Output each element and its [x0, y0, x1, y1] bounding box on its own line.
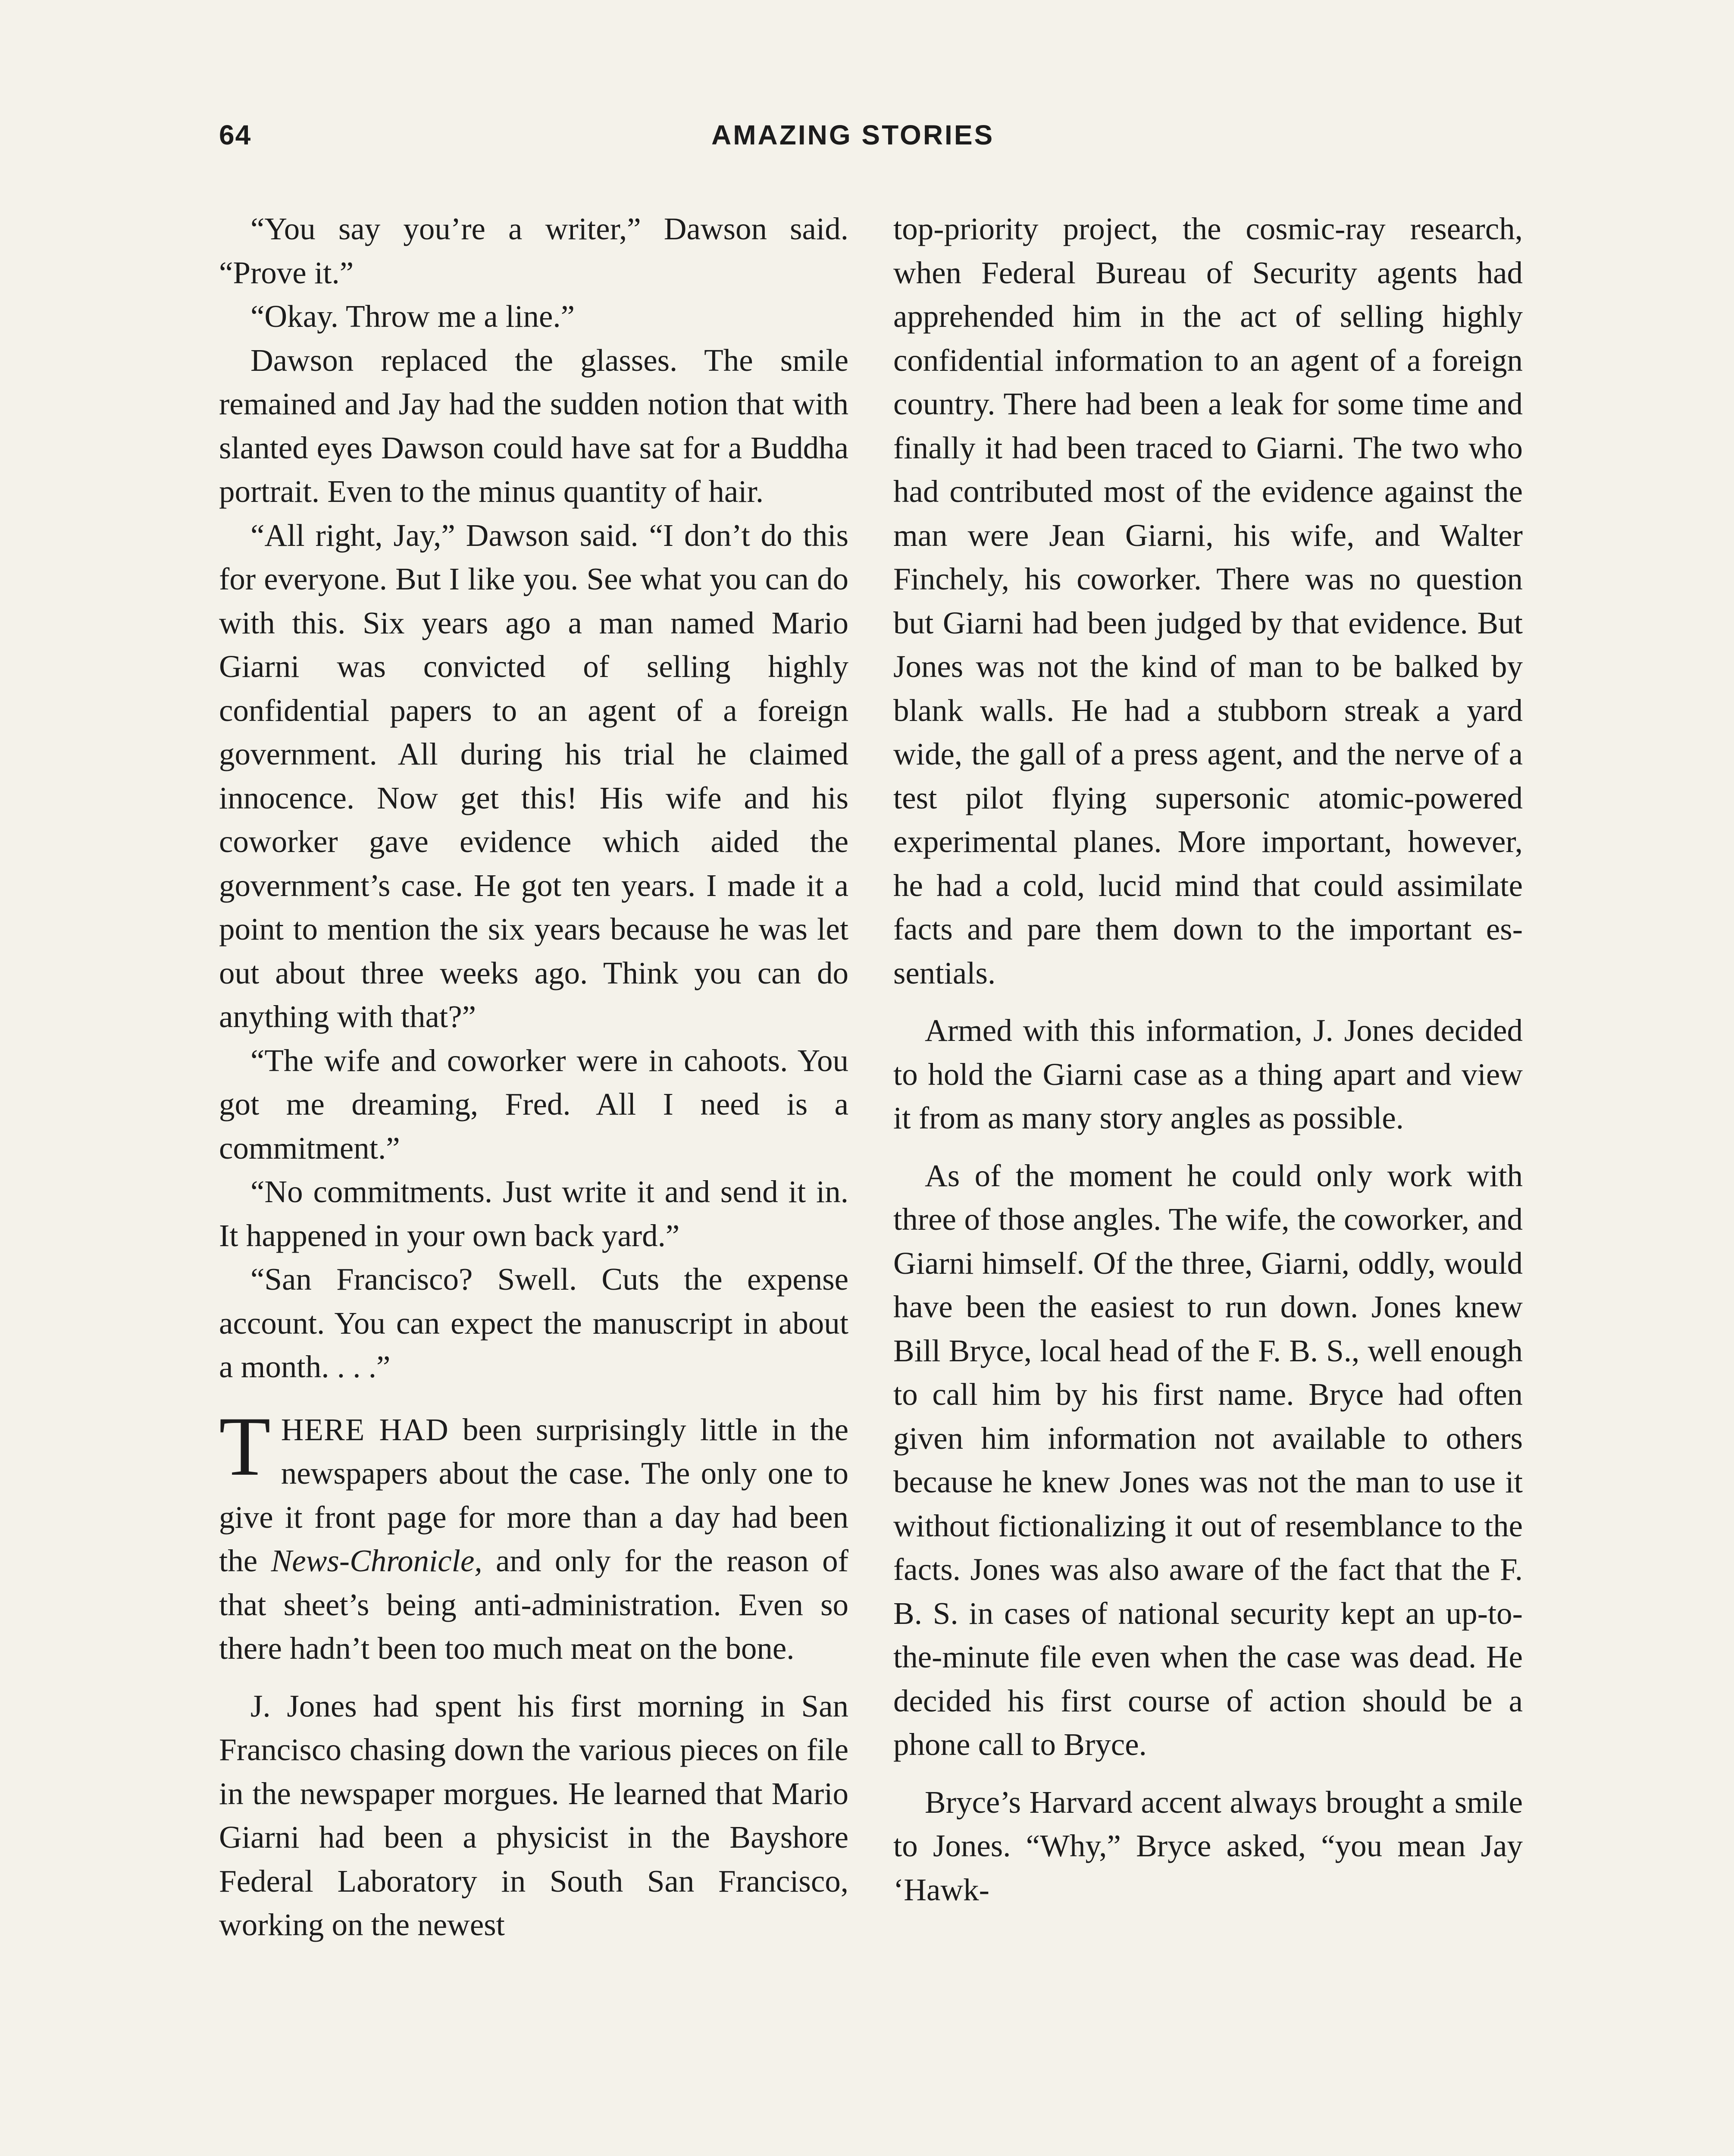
- paragraph: “No commitments. Just write it and send it in. It happened in your own back yard.”: [219, 1174, 848, 1253]
- paragraph: “All right, Jay,” Dawson said. “I don’t do this for everyone. But I like you. See what you can do with this. Six years ago a man named Mario Giarni was convicted of selling highly confidential papers to an agent of a foreign government. All during his trial he claimed innocence. Now get this! His wife and his coworker gave evidence which aided the government’s case. He got ten years. I made it a point to mention the six years because he was let out about three weeks ago. Think you can do anything with that?”: [219, 517, 848, 1034]
- left-column: [219, 207, 848, 1947]
- section-opening-paragraph: [219, 1399, 849, 1670]
- paragraph: J. Jones had spent his first morning in San Francisco chasing down the various pieces on file in the newspaper morgues. He learned that Mario Giarni had been a physicist in the Bayshore Federal Laboratory in South San Francisco, working on the newest: [219, 1688, 848, 1942]
- drop-cap: T: [219, 1399, 271, 1493]
- page-number: 64: [219, 119, 252, 150]
- paragraph: Dawson replaced the glasses. The smile remained and Jay had the sudden notion that with slanted eyes Dawson could have sat for a Buddha portrait. Even to the minus quantity of hair.: [219, 342, 848, 509]
- paragraph: Bryce’s Harvard accent always brought a smile to Jones. “Why,” Bryce asked, “you mean Jay ‘Hawk-: [893, 1784, 1523, 1907]
- section-lead-in: HERE HAD: [281, 1412, 449, 1447]
- magazine-title: AMAZING STORIES: [711, 119, 995, 150]
- section-text: been surprisingly little in the newspapers about the case. The only one to give it front page for more than a day had been the: [219, 1412, 849, 1578]
- paragraph: As of the moment he could only work with three of those angles. The wife, the coworker, and Giarni himself. Of the three, Giarni, oddly, would have been the easiest to run down. Jones knew Bill Bryce, local head of the F. B. S., well enough to call him by his first name. Bryce had often given him information not available to others because he knew Jones was not the man to use it without fictionalizing it out of resemblance to the facts. Jones was also aware of the fact that the F. B. S. in cases of national security kept an up-to-the-minute file even when the case was dead. He decided his first course of action should be a phone call to Bryce.: [893, 1158, 1523, 1762]
- section-text-continued: and only for the reason of that sheet’s being anti-administration. Even so there hadn’t been too much meat on the bone.: [219, 1543, 848, 1666]
- paragraph: “Okay. Throw me a line.”: [250, 299, 575, 334]
- right-column: [893, 207, 1523, 1912]
- paragraph: “San Francisco? Swell. Cuts the expense account. You can expect the manuscript in about a month. . . .”: [219, 1262, 848, 1384]
- paragraph: “You say you’re a writer,” Dawson said. “Prove it.”: [219, 211, 848, 290]
- newspaper-name: News-Chronicle,: [271, 1543, 482, 1578]
- paragraph-continued: top-priority project, the cosmic-ray research, when Federal Bureau of Security agents had apprehended him in the act of selling highly confidential information to an agent of a foreign country. There had been a leak for some time and finally it had been traced to Giarni. The two who had contributed most of the evidence against the man were Jean Giarni, his wife, and Walter Finchely, his coworker. There was no question but Giarni had been judged by that evidence. But Jones was not the kind of man to be balked by blank walls. He had a stubborn streak a yard wide, the gall of a press agent, and the nerve of a test pilot flying supersonic atomic-powered experimental planes. More important, however, he had a cold, lucid mind that could assimilate facts and pare them down to the important essentials.: [893, 211, 1523, 990]
- paragraph: “The wife and coworker were in cahoots. You got me dreaming, Fred. All I need is a commitment.”: [219, 1043, 848, 1166]
- paragraph: Armed with this information, J. Jones decided to hold the Giarni case as a thing apart and view it from as many story angles as possible.: [893, 1013, 1523, 1135]
